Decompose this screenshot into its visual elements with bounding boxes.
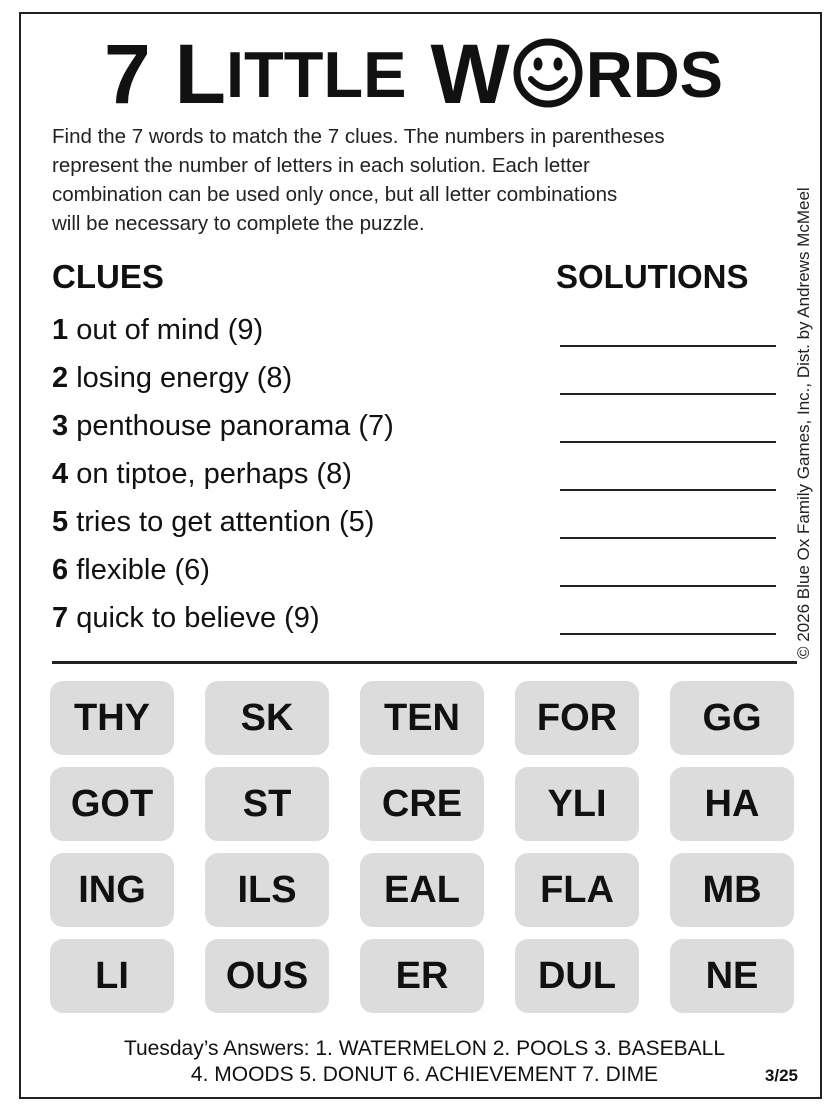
title-number: 7 <box>103 27 151 121</box>
letter-tile[interactable]: SK <box>205 681 329 755</box>
title-initial-l: L <box>174 27 226 121</box>
clue-number: 3 <box>52 410 69 442</box>
clue-text: tries to get attention (5) <box>68 506 375 538</box>
puzzle-date: 3/25 <box>764 1066 798 1085</box>
clue-text: penthouse panorama (7) <box>68 410 394 442</box>
letter-tile[interactable]: OUS <box>205 939 329 1013</box>
solution-blank-4[interactable] <box>560 489 776 491</box>
clue-row-3 <box>52 406 782 446</box>
clue-row-6 <box>52 550 782 590</box>
previous-answers <box>52 1036 797 1088</box>
clue-text: quick to believe (9) <box>68 602 320 634</box>
solution-blank-7[interactable] <box>560 633 776 635</box>
solution-blank-6[interactable] <box>560 585 776 587</box>
clue-number: 5 <box>52 506 69 538</box>
clue-number: 4 <box>52 458 69 490</box>
copyright-credit: © 2026 Blue Ox Family Games, Inc., Dist. by Andrews McMeel <box>794 187 813 659</box>
letter-tile[interactable]: THY <box>50 681 174 755</box>
solution-blank-1[interactable] <box>560 345 776 347</box>
clues-heading: CLUES <box>52 258 164 295</box>
clue-row-2 <box>52 358 782 398</box>
solution-blank-3[interactable] <box>560 441 776 443</box>
clue-row-5 <box>52 502 782 542</box>
letter-tile[interactable]: FOR <box>515 681 639 755</box>
letter-tile[interactable]: ILS <box>205 853 329 927</box>
previous-answers-line: 4. MOODS 5. DONUT 6. ACHIEVEMENT 7. DIME <box>190 1063 659 1086</box>
letter-tile[interactable]: HA <box>670 767 794 841</box>
title-initial-w: W <box>430 27 510 121</box>
clue-text: out of mind (9) <box>68 314 264 346</box>
clue-number: 6 <box>52 554 69 586</box>
instructions-line: represent the number of letters in each solution. Each letter <box>52 154 590 177</box>
solution-blank-2[interactable] <box>560 393 776 395</box>
instructions-line: Find the 7 words to match the 7 clues. The numbers in parentheses <box>52 125 665 148</box>
clue-row-4 <box>52 454 782 494</box>
clue-row-7 <box>52 598 782 638</box>
previous-answers-line: Tuesday’s Answers: 1. WATERMELON 2. POOLS 3. BASEBALL <box>123 1037 726 1060</box>
instructions-line: combination can be used only once, but all letter combinations <box>52 183 618 206</box>
title-rest-ittle: ITTLE <box>225 37 407 111</box>
letter-tile[interactable]: YLI <box>515 767 639 841</box>
letter-tile[interactable]: LI <box>50 939 174 1013</box>
letter-tile[interactable]: ING <box>50 853 174 927</box>
clue-row-1 <box>52 310 782 350</box>
letter-tile[interactable]: GG <box>670 681 794 755</box>
solution-blank-5[interactable] <box>560 537 776 539</box>
letter-tile[interactable]: NE <box>670 939 794 1013</box>
letter-tile[interactable]: TEN <box>360 681 484 755</box>
clue-number: 2 <box>52 362 69 394</box>
clue-number: 7 <box>52 602 69 634</box>
letter-tile[interactable]: ST <box>205 767 329 841</box>
letter-tile[interactable]: CRE <box>360 767 484 841</box>
clue-number: 1 <box>52 314 69 346</box>
letter-tile[interactable]: GOT <box>50 767 174 841</box>
smiley-face-icon <box>512 37 584 109</box>
section-divider <box>52 661 797 664</box>
clue-text: flexible (6) <box>68 554 210 586</box>
clue-text: on tiptoe, perhaps (8) <box>68 458 352 490</box>
letter-tile[interactable]: MB <box>670 853 794 927</box>
puzzle-title <box>0 24 827 124</box>
letter-tile[interactable]: ER <box>360 939 484 1013</box>
instructions-line: will be necessary to complete the puzzle. <box>52 212 425 235</box>
solutions-heading: SOLUTIONS <box>556 258 749 295</box>
title-rest-rds: RDS <box>585 37 724 111</box>
letter-tile[interactable]: FLA <box>515 853 639 927</box>
clue-text: losing energy (8) <box>68 362 293 394</box>
letter-tile[interactable]: EAL <box>360 853 484 927</box>
letter-tile[interactable]: DUL <box>515 939 639 1013</box>
instructions <box>52 122 802 238</box>
